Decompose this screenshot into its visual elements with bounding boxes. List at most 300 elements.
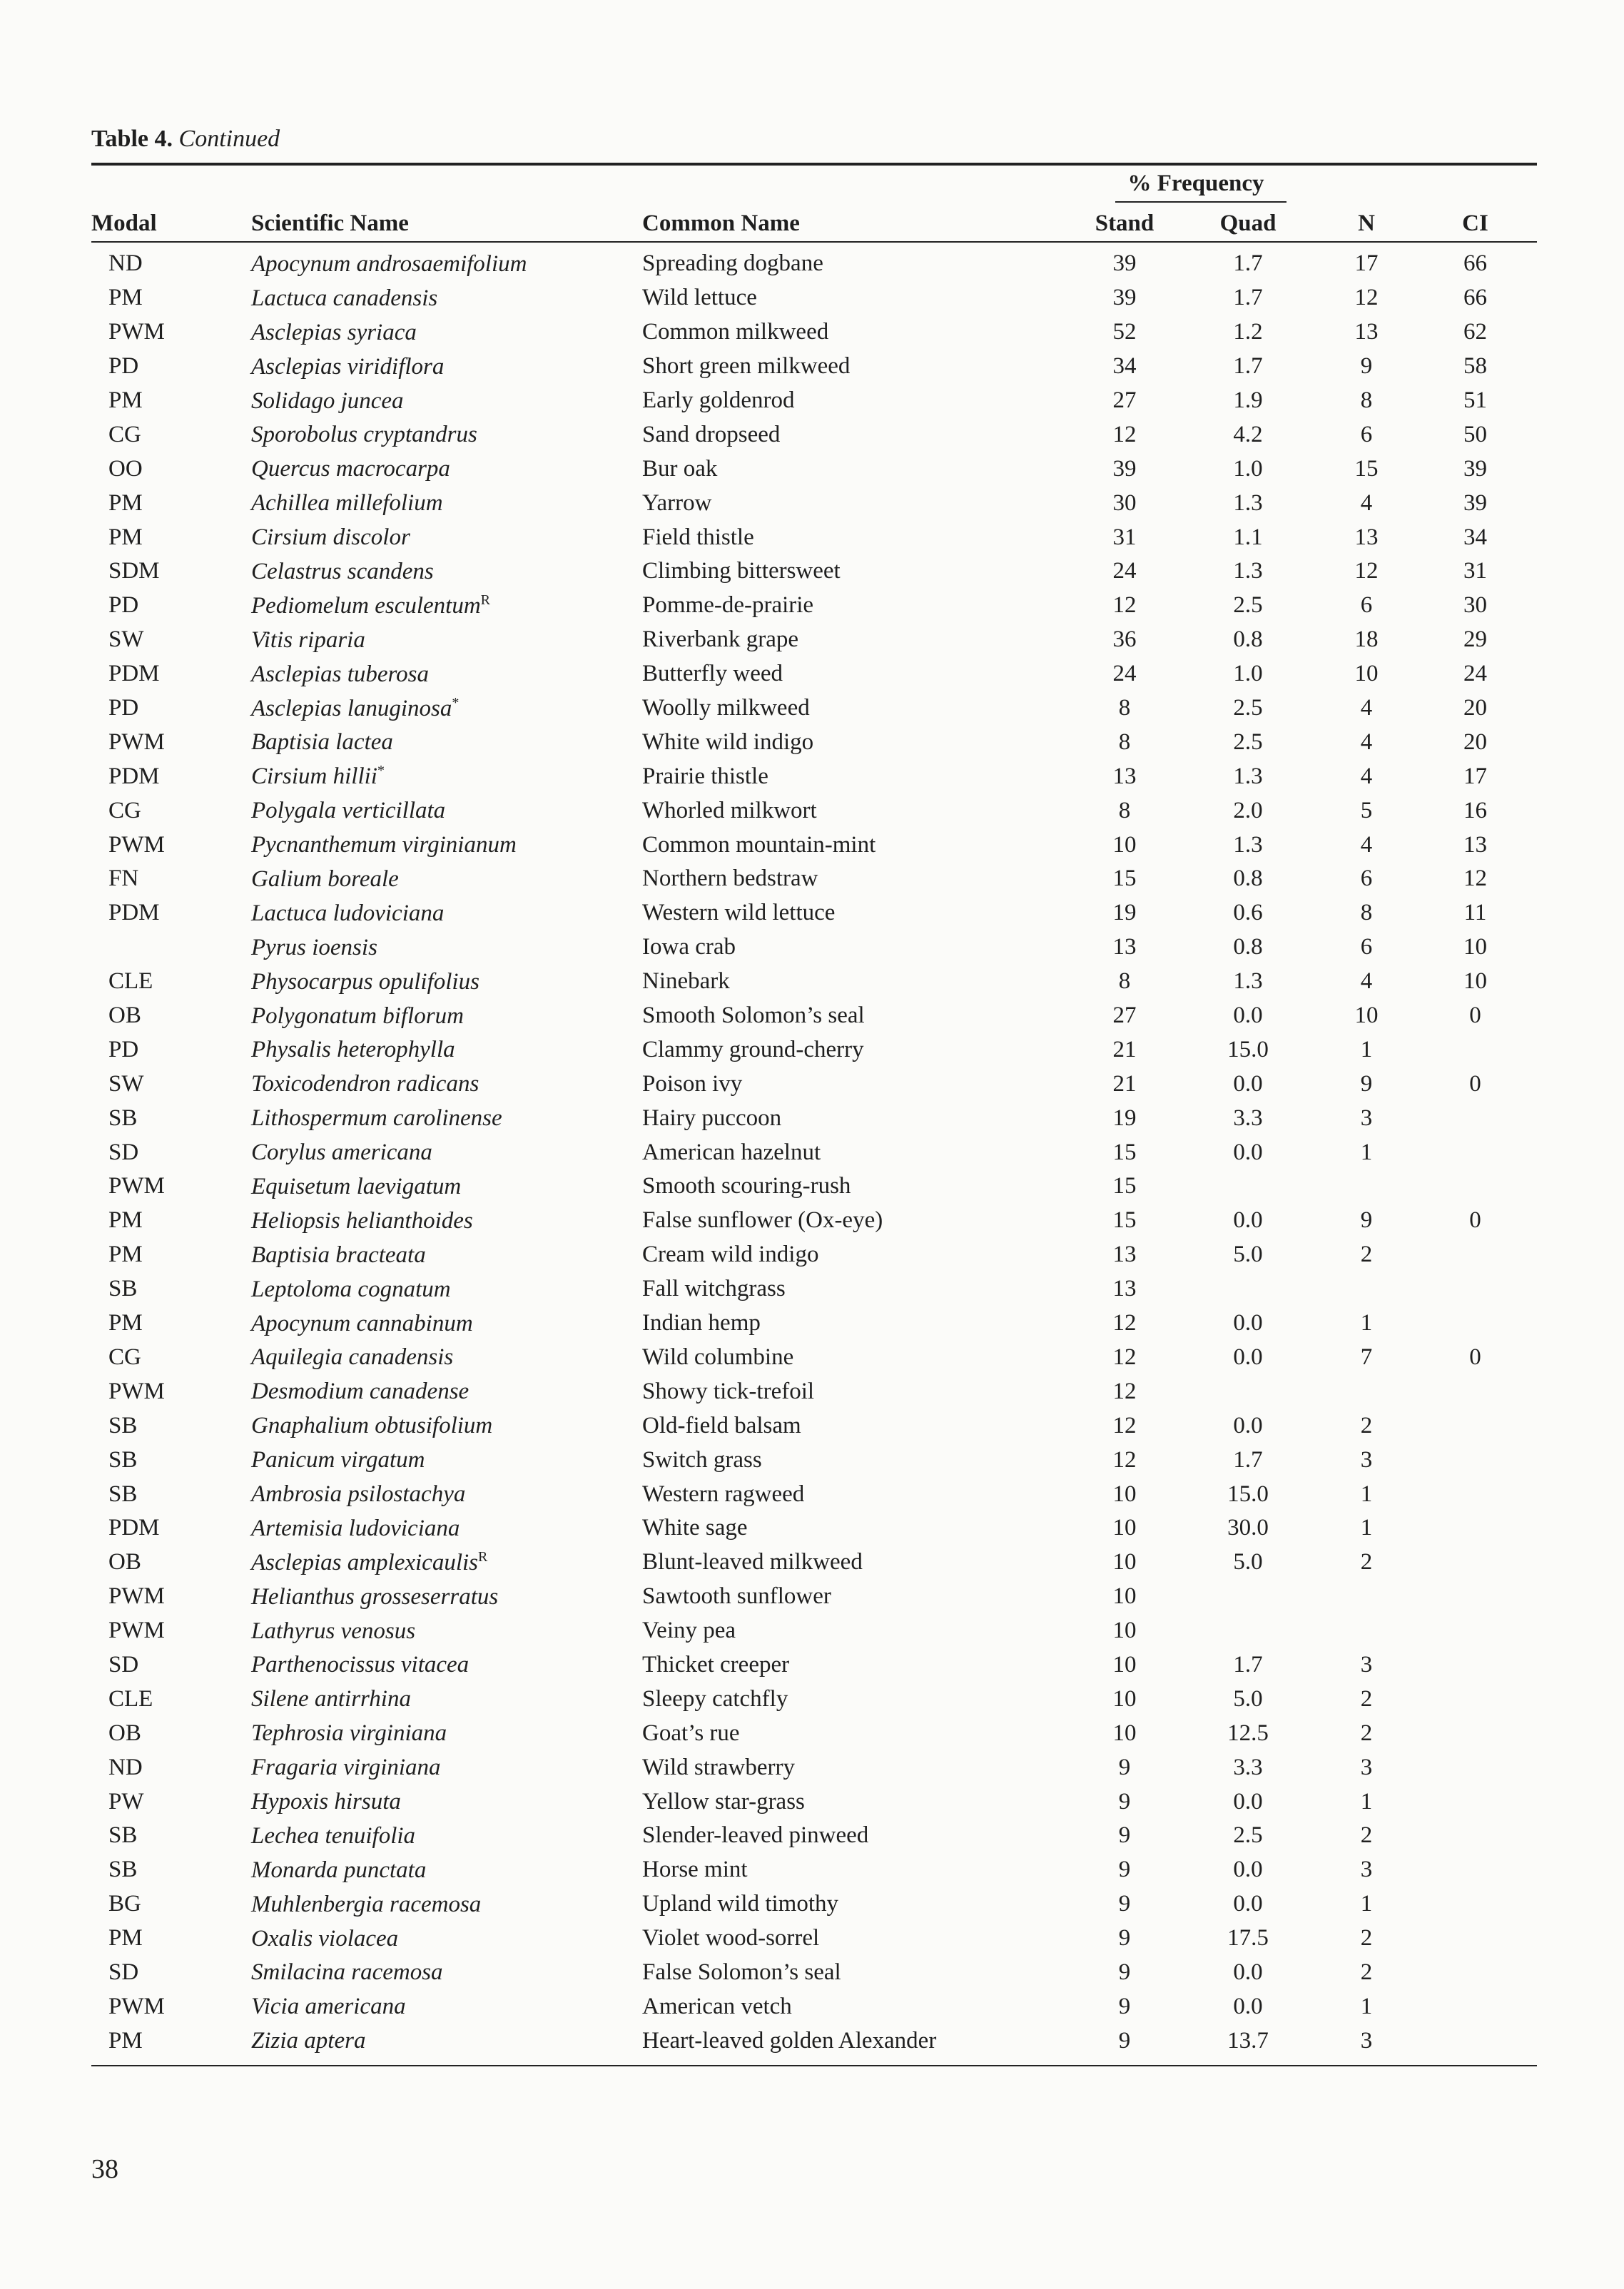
cell-scientific-name-text: Apocynum androsaemifolium [251,250,527,277]
cell-modal-text: CLE [108,1685,153,1712]
cell-common-name-text: Sawtooth sunflower [642,1583,831,1610]
cell-common-name-text: Wild lettuce [642,285,757,311]
cell-n-text: 3 [1360,1857,1373,1883]
cell-common-name [642,930,1072,965]
cell-ci [1414,828,1537,862]
cell-common-name-text: Wild columbine [642,1344,794,1370]
cell-modal [91,1750,251,1785]
cell-ci-text: 50 [1463,421,1487,447]
cell-common-name-text: White wild indigo [642,729,814,755]
cell-quad-text: 1.7 [1233,353,1263,380]
cell-scientific-name [251,691,642,726]
cell-scientific-name-text: Smilacina racemosa [251,1959,443,1986]
cell-stand-text: 9 [1118,1959,1131,1985]
cell-common-name-text: White sage [642,1515,748,1541]
cell-ci-text: 0 [1469,1344,1481,1370]
cell-quad-text: 0.0 [1233,1207,1263,1234]
cell-scientific-name-text: Physalis heterophylla [251,1037,455,1063]
cell-quad-text: 30.0 [1227,1515,1269,1541]
cell-quad [1177,691,1319,726]
cell-ci [1414,1341,1537,1375]
cell-stand [1072,1135,1177,1169]
cell-stand [1072,1374,1177,1409]
cell-scientific-name [251,793,642,828]
cell-common-name [642,1682,1072,1716]
cell-modal [91,1922,251,1956]
cell-stand-text: 19 [1112,900,1137,926]
cell-n [1319,315,1414,350]
cell-scientific-name [251,1853,642,1887]
cell-stand [1072,1614,1177,1648]
cell-n [1319,1546,1414,1580]
superscript-mark: * [452,694,460,711]
cell-scientific-name-text: Lactuca ludoviciana [251,900,445,926]
cell-quad-text: 2.5 [1233,729,1263,755]
cell-stand [1072,1785,1177,1819]
table-row [91,965,1537,999]
cell-scientific-name-text: Polygonatum biflorum [251,1003,464,1029]
cell-modal-text: PDM [108,661,160,687]
cell-modal-text: PM [108,285,143,311]
cell-modal-text: PWM [108,1173,165,1199]
cell-n [1319,1580,1414,1614]
cell-stand-text: 15 [1112,1139,1137,1165]
cell-common-name [642,1443,1072,1477]
cell-n-text: 12 [1354,285,1379,311]
cell-common-name-text: Field thistle [642,524,754,550]
cell-common-name-text: Switch grass [642,1446,762,1473]
cell-n [1319,1682,1414,1716]
cell-stand-text: 15 [1112,1173,1137,1199]
table-row [91,1989,1537,2024]
cell-quad [1177,1853,1319,1887]
cell-scientific-name-text: Zizia aptera [251,2028,366,2054]
cell-scientific-name-text: Solidago juncea [251,387,404,414]
cell-quad [1177,554,1319,589]
cell-common-name [642,1546,1072,1580]
cell-ci-text: 39 [1463,489,1487,516]
cell-common-name-text: Fall witchgrass [642,1276,786,1302]
cell-common-name-text: False sunflower (Ox-eye) [642,1207,883,1234]
cell-common-name-text: American hazelnut [642,1139,821,1165]
cell-quad-text: 0.0 [1233,1857,1263,1883]
cell-common-name-text: Bur oak [642,455,718,482]
cell-ci [1414,554,1537,589]
cell-ci-text: 29 [1463,626,1487,653]
cell-n-text: 1 [1360,1310,1373,1336]
cell-ci [1414,1409,1537,1443]
cell-quad [1177,1443,1319,1477]
cell-n [1319,1716,1414,1750]
cell-n-text: 3 [1360,1446,1373,1473]
cell-modal-text: SD [108,1651,139,1678]
cell-stand [1072,1032,1177,1067]
cell-stand [1072,1204,1177,1238]
cell-modal [91,1853,251,1887]
cell-modal-text: PM [108,1925,143,1952]
cell-common-name [642,1956,1072,1990]
cell-ci [1414,657,1537,691]
cell-ci [1414,1511,1537,1546]
cell-quad [1177,1135,1319,1169]
cell-quad-text: 1.3 [1233,489,1263,516]
table-row [91,242,1537,281]
cell-modal [91,1238,251,1272]
cell-ci [1414,623,1537,657]
cell-scientific-name [251,1614,642,1648]
cell-n-text: 2 [1360,1549,1373,1575]
cell-modal [91,452,251,486]
cell-ci-text: 20 [1463,695,1487,721]
cell-n-text: 5 [1360,797,1373,823]
cell-common-name [642,1853,1072,1887]
cell-stand-text: 8 [1118,968,1131,995]
cell-common-name-text: Climbing bittersweet [642,558,841,584]
cell-modal-text: PD [108,1036,139,1062]
cell-scientific-name-text: Vicia americana [251,1994,406,2020]
table-row [91,1819,1537,1853]
cell-common-name [642,828,1072,862]
cell-modal [91,930,251,965]
cell-modal [91,828,251,862]
cell-quad [1177,486,1319,520]
table-row [91,930,1537,965]
cell-common-name [642,242,1072,281]
cell-quad [1177,1887,1319,1922]
cell-n [1319,417,1414,452]
cell-modal [91,315,251,350]
table-row [91,657,1537,691]
cell-stand-text: 9 [1118,1993,1131,2019]
cell-stand [1072,486,1177,520]
cell-quad [1177,1922,1319,1956]
table-row [91,1614,1537,1648]
cell-n-text: 13 [1354,524,1379,550]
table-row [91,1409,1537,1443]
cell-modal-text: ND [108,250,143,277]
cell-scientific-name [251,1682,642,1716]
cell-stand-text: 13 [1112,763,1137,789]
cell-quad [1177,417,1319,452]
frequency-group-label: % Frequency [1127,171,1264,196]
cell-common-name [642,281,1072,315]
cell-modal [91,725,251,759]
cell-modal-text: OB [108,1003,141,1029]
cell-quad-text: 0.0 [1233,1412,1263,1438]
cell-scientific-name [251,828,642,862]
table-row [91,417,1537,452]
cell-quad [1177,862,1319,896]
cell-modal [91,657,251,691]
cell-stand [1072,1238,1177,1272]
table-row [91,1306,1537,1341]
cell-ci-text: 66 [1463,250,1487,277]
cell-n-text: 4 [1360,695,1373,721]
cell-ci [1414,759,1537,793]
cell-n [1319,1169,1414,1204]
table-row [91,1750,1537,1785]
cell-quad-text: 1.3 [1233,968,1263,995]
table-row [91,759,1537,793]
cell-modal-text: SDM [108,558,160,584]
cell-common-name [642,589,1072,623]
cell-n-text: 3 [1360,1105,1373,1131]
cell-scientific-name-text: Gnaphalium obtusifolium [251,1413,493,1439]
cell-modal [91,1477,251,1511]
cell-ci [1414,793,1537,828]
cell-quad-text: 2.0 [1233,797,1263,823]
cell-n-text: 12 [1354,558,1379,584]
cell-n-text: 9 [1360,1207,1373,1234]
cell-modal-text: SD [108,1959,139,1985]
cell-quad-text: 0.0 [1233,1003,1263,1029]
cell-modal-text: PD [108,353,139,380]
cell-modal-text: CG [108,1344,141,1370]
cell-common-name-text: Showy tick-trefoil [642,1378,815,1404]
cell-quad [1177,1374,1319,1409]
cell-modal-text: PM [108,1310,143,1336]
cell-stand-text: 24 [1112,661,1137,687]
cell-stand-text: 12 [1112,1446,1137,1473]
cell-n-text: 2 [1360,1685,1373,1712]
cell-stand [1072,520,1177,554]
cell-n [1319,1785,1414,1819]
cell-modal-text: PDM [108,1515,160,1541]
cell-modal [91,384,251,418]
cell-scientific-name [251,520,642,554]
cell-quad [1177,1409,1319,1443]
cell-ci-text: 66 [1463,285,1487,311]
cell-scientific-name [251,896,642,930]
cell-quad-text: 2.5 [1233,695,1263,721]
cell-common-name [642,759,1072,793]
cell-common-name [642,1785,1072,1819]
cell-n-text: 6 [1360,866,1373,892]
cell-stand-text: 9 [1118,1754,1131,1780]
table-row [91,554,1537,589]
cell-quad-text: 0.0 [1233,1344,1263,1370]
cell-quad [1177,315,1319,350]
cell-quad [1177,1614,1319,1648]
cell-common-name-text: Riverbank grape [642,626,798,653]
cell-modal [91,759,251,793]
cell-stand-text: 9 [1118,1822,1131,1849]
cell-ci [1414,1956,1537,1990]
cell-common-name-text: Horse mint [642,1857,748,1883]
cell-n-text: 2 [1360,1822,1373,1849]
cell-scientific-name-text: Toxicodendron radicans [251,1071,479,1097]
cell-ci [1414,896,1537,930]
cell-modal-text: SB [108,1412,138,1438]
cell-common-name-text: Common milkweed [642,319,829,345]
cell-quad [1177,1750,1319,1785]
cell-n-text: 10 [1354,1003,1379,1029]
cell-n-text: 7 [1360,1344,1373,1370]
cell-quad [1177,350,1319,384]
cell-common-name-text: Old-field balsam [642,1412,801,1438]
cell-scientific-name [251,452,642,486]
cell-common-name-text: Early goldenrod [642,387,795,413]
cell-scientific-name-text: Tephrosia virginiana [251,1720,447,1747]
cell-common-name [642,315,1072,350]
table-row [91,1546,1537,1580]
cell-stand-text: 19 [1112,1105,1137,1131]
cell-stand-text: 36 [1112,626,1137,653]
table-row [91,896,1537,930]
cell-scientific-name [251,1067,642,1101]
cell-quad [1177,2024,1319,2058]
cell-common-name-text: Wild strawberry [642,1754,796,1780]
table-row [91,1922,1537,1956]
cell-modal-text: PWM [108,1583,165,1610]
cell-ci [1414,1032,1537,1067]
cell-stand-text: 9 [1118,2027,1131,2054]
cell-stand-text: 21 [1112,1070,1137,1097]
cell-scientific-name [251,554,642,589]
cell-scientific-name-text: Asclepias viridiflora [251,353,445,380]
cell-quad [1177,1032,1319,1067]
cell-common-name [642,999,1072,1033]
cell-quad [1177,1989,1319,2024]
cell-ci-text: 62 [1463,319,1487,345]
cell-modal-text: PDM [108,900,160,926]
table-body [91,242,1537,2058]
cell-ci [1414,725,1537,759]
cell-n [1319,1819,1414,1853]
cell-common-name-text: Smooth scouring-rush [642,1173,851,1199]
cell-ci-text: 0 [1469,1003,1481,1029]
cell-n [1319,759,1414,793]
cell-n-text: 9 [1360,1070,1373,1097]
cell-stand-text: 9 [1118,1788,1131,1815]
cell-quad [1177,965,1319,999]
table-row [91,1204,1537,1238]
cell-n [1319,965,1414,999]
cell-n [1319,1238,1414,1272]
cell-n [1319,930,1414,965]
cell-ci [1414,999,1537,1033]
cell-ci-text: 31 [1463,558,1487,584]
table-row [91,1032,1537,1067]
cell-n [1319,657,1414,691]
cell-modal [91,1032,251,1067]
cell-modal [91,1819,251,1853]
cell-modal [91,1306,251,1341]
cell-modal-text: PM [108,524,143,550]
cell-modal [91,862,251,896]
cell-scientific-name-text: Corylus americana [251,1140,432,1166]
cell-common-name [642,417,1072,452]
cell-stand-text: 10 [1112,1618,1137,1644]
superscript-mark: R [480,592,490,608]
cell-stand [1072,1750,1177,1785]
cell-modal [91,1272,251,1306]
table-row [91,1477,1537,1511]
cell-scientific-name-text: Muhlenbergia racemosa [251,1891,482,1917]
cell-scientific-name [251,1922,642,1956]
cell-common-name [642,1580,1072,1614]
cell-common-name [642,793,1072,828]
cell-scientific-name-text: Asclepias lanuginosa [251,695,452,721]
cell-modal [91,1546,251,1580]
header-common-name: Common Name [642,203,1072,242]
cell-scientific-name-text: Ambrosia psilostachya [251,1481,466,1507]
cell-common-name [642,384,1072,418]
cell-n-text: 8 [1360,387,1373,413]
cell-stand [1072,589,1177,623]
cell-ci [1414,1648,1537,1683]
cell-scientific-name-text: Pycnanthemum virginianum [251,832,517,858]
cell-quad [1177,1785,1319,1819]
cell-stand-text: 12 [1112,1378,1137,1404]
cell-common-name-text: Blunt-leaved milkweed [642,1549,863,1575]
cell-n [1319,1032,1414,1067]
cell-ci [1414,1785,1537,1819]
cell-n-text: 3 [1360,1754,1373,1780]
cell-scientific-name-text: Quercus macrocarpa [251,456,450,482]
cell-stand [1072,452,1177,486]
table-row [91,1648,1537,1683]
cell-scientific-name [251,1101,642,1135]
cell-modal-text: FN [108,866,139,892]
cell-stand [1072,793,1177,828]
cell-common-name-text: Thicket creeper [642,1651,790,1678]
cell-n-text: 8 [1360,900,1373,926]
cell-quad-text: 0.0 [1233,1070,1263,1097]
cell-modal [91,1682,251,1716]
cell-n [1319,242,1414,281]
cell-modal-text: CG [108,421,141,447]
table-row [91,2024,1537,2058]
cell-quad-text: 1.3 [1233,558,1263,584]
cell-modal [91,417,251,452]
cell-stand [1072,1067,1177,1101]
cell-stand [1072,417,1177,452]
cell-modal-text: PD [108,592,139,619]
cell-stand-text: 13 [1112,1276,1137,1302]
cell-stand-text: 27 [1112,387,1137,413]
cell-scientific-name [251,1477,642,1511]
cell-common-name [642,965,1072,999]
cell-quad-text: 1.7 [1233,1651,1263,1678]
cell-stand-text: 52 [1112,319,1137,345]
table-row [91,1511,1537,1546]
cell-ci-text: 16 [1463,797,1487,823]
cell-quad-text: 15.0 [1227,1036,1269,1062]
cell-common-name [642,1887,1072,1922]
cell-ci [1414,1546,1537,1580]
cell-quad [1177,452,1319,486]
cell-quad-text: 1.7 [1233,285,1263,311]
table-row [91,1169,1537,1204]
cell-ci [1414,1819,1537,1853]
cell-n [1319,1956,1414,1990]
cell-modal-text: SD [108,1139,139,1165]
cell-modal-text: PWM [108,1993,165,2019]
cell-n-text: 4 [1360,831,1373,858]
cell-common-name-text: False Solomon’s seal [642,1959,841,1985]
cell-quad [1177,281,1319,315]
table-row [91,520,1537,554]
cell-quad-text: 0.8 [1233,866,1263,892]
cell-ci-text: 34 [1463,524,1487,550]
cell-stand [1072,315,1177,350]
cell-stand [1072,623,1177,657]
cell-n [1319,1989,1414,2024]
cell-ci [1414,1887,1537,1922]
cell-common-name [642,554,1072,589]
cell-quad-text: 1.0 [1233,661,1263,687]
